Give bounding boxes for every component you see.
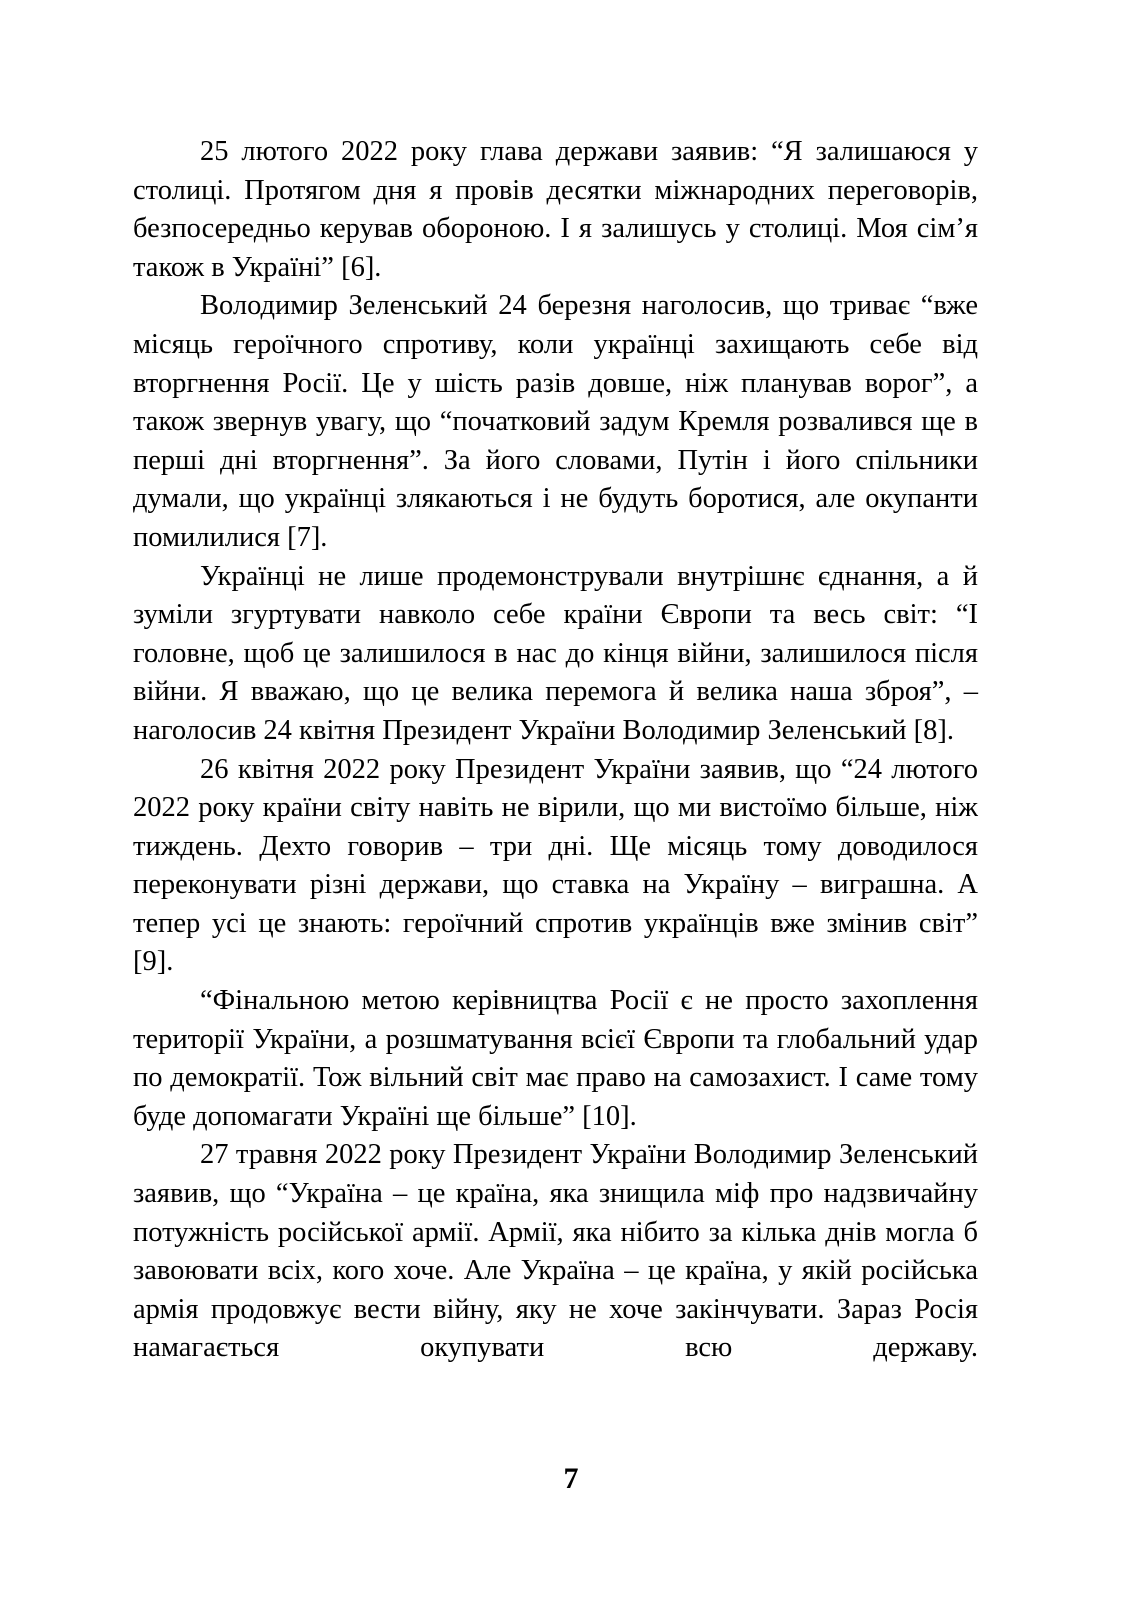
- paragraph: 27 травня 2022 року Президент України Володимир Зеленський заявив, що “Україна – це країна, яка знищила міф про надзвичайну потужність російської армії. Армії, яка нібито за кілька днів могла б завоювати всіх, кого хоче. Але Україна – це країна, у якій російська армія продовжує вести війну, яку не хоче закінчувати. Зараз Росія намагається окупувати всю державу.: [133, 1139, 978, 1364]
- paragraph: 25 лютого 2022 року глава держави заявив: “Я залишаюся у столиці. Протягом дня я провів десятки міжнародних переговорів, безпосередньо керував обороною. І я залишусь у столиці. Моя сім’я також в Україні” [6].: [133, 136, 978, 283]
- paragraph: Українці не лише продемонстрували внутрішнє єднання, а й зуміли згуртувати навколо себе країни Європи та весь світ: “І головне, щоб це залишилося в нас до кінця війни, залишилося після війни. Я вважаю, що це велика перемога й велика наша зброя”, – наголосив 24 квітня Президент України Володимир Зеленський [8].: [133, 560, 978, 746]
- page-number: 7: [563, 1462, 579, 1495]
- paragraph: Володимир Зеленський 24 березня наголосив, що триває “вже місяць героїчного спротиву, коли українці захищають себе від вторгнення Росії. Це у шість разів довше, ніж планував ворог”, а також звернув увагу, що “початковий задум Кремля розвалився ще в перші дні вторгнення”. За його словами, Путін і його спільники думали, що українці злякаються і не будуть боротися, але окупанти помилилися [7].: [133, 290, 978, 553]
- paragraph: “Фінальною метою керівництва Росії є не просто захоплення території України, а розшматування всієї Європи та глобальний удар по демократії. Тож вільний світ має право на самозахист. І саме тому буде допомагати Україні ще більше” [10].: [133, 985, 978, 1132]
- paragraph: 26 квітня 2022 року Президент України заявив, що “24 лютого 2022 року країни світу навіть не вірили, що ми вистоїмо більше, ніж тиждень. Дехто говорив – три дні. Ще місяць тому доводилося переконувати різні держави, що ставка на Україну – виграшна. А тепер усі це знають: героїчний спротив українців вже змінив світ” [9].: [133, 753, 978, 978]
- document-body: [133, 133, 978, 1368]
